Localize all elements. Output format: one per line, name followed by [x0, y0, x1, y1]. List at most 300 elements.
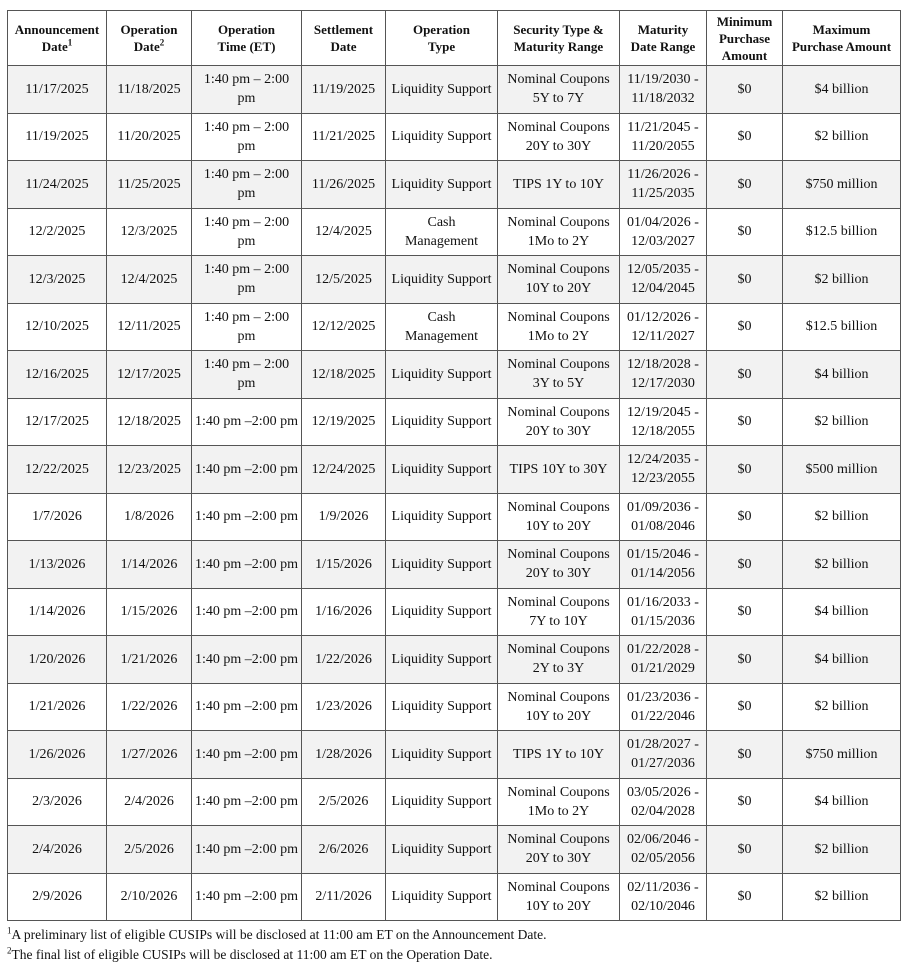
minimum-purchase-amount-cell: $0	[707, 873, 783, 921]
announcement-date-cell: 12/17/2025	[8, 398, 107, 446]
operation-type-cell	[386, 66, 498, 114]
operation-time-cell: 1:40 pm –2:00 pm	[192, 541, 302, 589]
column-header-line: Type	[427, 39, 456, 54]
maturity-date-range-cell-line: 11/18/2032	[631, 91, 695, 107]
operation-time-cell: 1:40 pm –2:00 pm	[192, 398, 302, 446]
maturity-date-range-cell-line: 12/04/2045	[631, 281, 695, 297]
announcement-date-cell: 12/10/2025	[8, 303, 107, 351]
security-type-cell-line: Nominal Coupons	[507, 309, 610, 325]
table-row	[8, 208, 901, 256]
maximum-purchase-amount-cell: $750 million	[783, 731, 901, 779]
operation-type-cell-line: Liquidity Support	[391, 509, 492, 525]
column-header-line: Minimum	[716, 13, 773, 29]
table-row	[8, 256, 901, 304]
maturity-date-range-cell-line: 11/26/2026 -	[627, 167, 699, 183]
security-type-cell-line: 1Mo to 2Y	[527, 803, 590, 819]
operation-time-cell: 1:40 pm –2:00 pm	[192, 493, 302, 541]
minimum-purchase-amount-cell: $0	[707, 541, 783, 589]
security-type-cell	[498, 731, 620, 779]
operation-type-cell-line: Liquidity Support	[391, 841, 492, 857]
security-type-cell-line: Nominal Coupons	[507, 262, 610, 278]
operation-time-cell: 1:40 pm –2:00 pm	[192, 826, 302, 874]
minimum-purchase-amount-cell: $0	[707, 588, 783, 636]
settlement-date-cell: 1/15/2026	[302, 541, 386, 589]
security-type-cell	[498, 446, 620, 494]
settlement-date-cell: 11/21/2025	[302, 113, 386, 161]
table-row	[8, 873, 901, 921]
footnote-marker: 1	[67, 37, 73, 48]
maximum-purchase-amount-cell: $4 billion	[783, 66, 901, 114]
settlement-date-cell: 1/22/2026	[302, 636, 386, 684]
operation-type-cell-line: Liquidity Support	[391, 604, 492, 620]
operation-type-cell	[386, 493, 498, 541]
maturity-date-range-cell-line: 01/09/2036 -	[627, 499, 699, 515]
maximum-purchase-amount-cell: $4 billion	[783, 636, 901, 684]
schedule-table-container	[7, 10, 900, 921]
operation-date-cell: 2/10/2026	[107, 873, 192, 921]
minimum-purchase-amount-cell: $0	[707, 636, 783, 684]
security-type-cell-line: Nominal Coupons	[507, 594, 610, 610]
operation-type-cell-line: Liquidity Support	[391, 176, 492, 192]
maturity-date-range-cell	[620, 351, 707, 399]
maximum-purchase-amount-cell: $750 million	[783, 161, 901, 209]
operation-time-cell: 1:40 pm –2:00 pm	[192, 873, 302, 921]
column-header-settlement-date	[302, 11, 386, 66]
table-row	[8, 778, 901, 826]
security-type-cell-line: TIPS 1Y to 10Y	[513, 176, 604, 192]
maximum-purchase-amount-cell: $12.5 billion	[783, 303, 901, 351]
maturity-date-range-cell-line: 01/16/2033 -	[627, 594, 699, 610]
maturity-date-range-cell	[620, 588, 707, 636]
maximum-purchase-amount-cell: $2 billion	[783, 873, 901, 921]
operation-type-cell	[386, 208, 498, 256]
settlement-date-cell: 11/26/2025	[302, 161, 386, 209]
maturity-date-range-cell-line: 01/04/2026 -	[627, 214, 699, 230]
maturity-date-range-cell	[620, 826, 707, 874]
operation-type-cell-line: Liquidity Support	[391, 651, 492, 667]
announcement-date-cell: 11/19/2025	[8, 113, 107, 161]
announcement-date-cell: 1/21/2026	[8, 683, 107, 731]
security-type-cell-line: Nominal Coupons	[507, 214, 610, 230]
maturity-date-range-cell-line: 01/23/2036 -	[627, 689, 699, 705]
operation-type-cell	[386, 588, 498, 636]
maturity-date-range-cell-line: 01/15/2046 -	[627, 547, 699, 563]
security-type-cell-line: Nominal Coupons	[507, 119, 610, 135]
operation-type-cell	[386, 826, 498, 874]
operation-date-cell: 12/18/2025	[107, 398, 192, 446]
operation-date-cell: 1/8/2026	[107, 493, 192, 541]
announcement-date-cell: 2/4/2026	[8, 826, 107, 874]
maturity-date-range-cell-line: 12/18/2055	[631, 423, 695, 439]
maturity-date-range-cell-line: 01/12/2026 -	[627, 309, 699, 325]
security-type-cell-line: Nominal Coupons	[507, 404, 610, 420]
settlement-date-cell: 11/19/2025	[302, 66, 386, 114]
security-type-cell	[498, 256, 620, 304]
maturity-date-range-cell-line: 11/25/2035	[631, 186, 695, 202]
security-type-cell-line: Nominal Coupons	[507, 832, 610, 848]
announcement-date-cell: 1/14/2026	[8, 588, 107, 636]
minimum-purchase-amount-cell: $0	[707, 493, 783, 541]
operation-type-cell	[386, 683, 498, 731]
settlement-date-cell: 12/4/2025	[302, 208, 386, 256]
table-row	[8, 826, 901, 874]
footnote-marker: 2	[159, 37, 165, 48]
table-row	[8, 351, 901, 399]
security-type-cell-line: 7Y to 10Y	[529, 613, 588, 629]
operation-type-cell	[386, 303, 498, 351]
security-type-cell	[498, 66, 620, 114]
column-header-line: Time (ET)	[217, 39, 276, 54]
maturity-date-range-cell	[620, 778, 707, 826]
maximum-purchase-amount-cell: $2 billion	[783, 398, 901, 446]
security-type-cell-line: TIPS 1Y to 10Y	[513, 746, 604, 762]
column-header-operation-time	[192, 11, 302, 66]
operation-date-cell: 12/11/2025	[107, 303, 192, 351]
maturity-date-range-cell-line: 12/03/2027	[631, 233, 695, 249]
maturity-date-range-cell-line: 03/05/2026 -	[627, 784, 699, 800]
operation-type-cell-line: Cash	[427, 309, 456, 325]
security-type-cell-line: Nominal Coupons	[507, 72, 610, 88]
settlement-date-cell: 12/12/2025	[302, 303, 386, 351]
announcement-date-cell: 12/3/2025	[8, 256, 107, 304]
security-type-cell-line: Nominal Coupons	[507, 879, 610, 895]
settlement-date-cell: 2/11/2026	[302, 873, 386, 921]
minimum-purchase-amount-cell: $0	[707, 256, 783, 304]
security-type-cell-line: 10Y to 20Y	[525, 898, 592, 914]
operation-type-cell	[386, 541, 498, 589]
security-type-cell	[498, 113, 620, 161]
operation-date-cell: 1/14/2026	[107, 541, 192, 589]
security-type-cell-line: 20Y to 30Y	[525, 423, 592, 439]
operation-type-cell	[386, 873, 498, 921]
minimum-purchase-amount-cell: $0	[707, 683, 783, 731]
announcement-date-cell: 11/24/2025	[8, 161, 107, 209]
table-row	[8, 446, 901, 494]
operation-time-cell: 1:40 pm – 2:00 pm	[192, 113, 302, 161]
footnote-1: $^1$A preliminary list of eligible CUSIPs will be disclosed at 11:00 am ET on the Announcement Date.	[7, 925, 547, 942]
operation-type-cell-line: Liquidity Support	[391, 414, 492, 430]
maximum-purchase-amount-cell: $4 billion	[783, 351, 901, 399]
operation-type-cell-line: Liquidity Support	[391, 794, 492, 810]
minimum-purchase-amount-cell: $0	[707, 113, 783, 161]
minimum-purchase-amount-cell: $0	[707, 826, 783, 874]
operation-time-cell: 1:40 pm –2:00 pm	[192, 778, 302, 826]
security-type-cell-line: Nominal Coupons	[507, 689, 610, 705]
column-header-line: Date$^1$	[41, 37, 73, 54]
maturity-date-range-cell-line: 01/22/2028 -	[627, 642, 699, 658]
settlement-date-cell: 1/9/2026	[302, 493, 386, 541]
footnote-2: $^2$The final list of eligible CUSIPs will be disclosed at 11:00 am ET on the Operation Date.	[7, 945, 493, 962]
maturity-date-range-cell-line: 01/28/2027 -	[627, 737, 699, 753]
security-type-cell-line: 5Y to 7Y	[532, 91, 585, 107]
operation-type-cell-line: Liquidity Support	[391, 556, 492, 572]
operation-type-cell-line: Liquidity Support	[391, 461, 492, 477]
settlement-date-cell: 1/23/2026	[302, 683, 386, 731]
maturity-date-range-cell	[620, 493, 707, 541]
maturity-date-range-cell-line: 11/19/2030 -	[627, 72, 699, 88]
column-header-line: Security Type &	[513, 22, 604, 37]
operation-type-cell	[386, 446, 498, 494]
operation-time-cell: 1:40 pm – 2:00 pm	[192, 66, 302, 114]
maturity-date-range-cell	[620, 873, 707, 921]
security-type-cell	[498, 541, 620, 589]
security-type-cell-line: TIPS 10Y to 30Y	[509, 461, 608, 477]
announcement-date-cell: 11/17/2025	[8, 66, 107, 114]
operation-date-cell: 12/23/2025	[107, 446, 192, 494]
operation-type-cell	[386, 256, 498, 304]
column-header-line: Announcement	[14, 22, 100, 37]
announcement-date-cell: 1/20/2026	[8, 636, 107, 684]
security-type-cell-line: 10Y to 20Y	[525, 708, 592, 724]
security-type-cell-line: 1Mo to 2Y	[527, 328, 590, 344]
column-header-line: Operation	[120, 22, 178, 37]
column-header-line: Operation	[412, 22, 471, 37]
operation-type-cell	[386, 161, 498, 209]
maturity-date-range-cell-line: 02/10/2046	[631, 898, 695, 914]
column-header-line: Amount	[721, 47, 768, 63]
maturity-date-range-cell-line: 02/06/2046 -	[627, 832, 699, 848]
operation-time-cell: 1:40 pm –2:00 pm	[192, 731, 302, 779]
minimum-purchase-amount-cell: $0	[707, 351, 783, 399]
security-type-cell-line: Nominal Coupons	[507, 499, 610, 515]
settlement-date-cell: 2/5/2026	[302, 778, 386, 826]
maturity-date-range-cell-line: 12/23/2055	[631, 471, 695, 487]
column-header-line: Purchase	[718, 30, 771, 46]
announcement-date-cell: 12/2/2025	[8, 208, 107, 256]
operation-type-cell	[386, 113, 498, 161]
maximum-purchase-amount-cell: $4 billion	[783, 588, 901, 636]
announcement-date-cell: 12/16/2025	[8, 351, 107, 399]
operation-type-cell	[386, 778, 498, 826]
operation-type-cell	[386, 398, 498, 446]
operation-type-cell-line: Liquidity Support	[391, 129, 492, 145]
operation-date-cell: 12/4/2025	[107, 256, 192, 304]
maturity-date-range-cell-line: 12/24/2035 -	[627, 452, 699, 468]
minimum-purchase-amount-cell: $0	[707, 778, 783, 826]
column-header-line: Maturity	[637, 22, 689, 37]
announcement-date-cell: 1/26/2026	[8, 731, 107, 779]
operation-date-cell: 12/17/2025	[107, 351, 192, 399]
settlement-date-cell: 1/28/2026	[302, 731, 386, 779]
minimum-purchase-amount-cell: $0	[707, 303, 783, 351]
operation-time-cell: 1:40 pm –2:00 pm	[192, 446, 302, 494]
maturity-date-range-cell-line: 01/08/2046	[631, 518, 695, 534]
maturity-date-range-cell	[620, 683, 707, 731]
minimum-purchase-amount-cell: $0	[707, 446, 783, 494]
column-header-announcement-date	[8, 11, 107, 66]
column-header-operation-type	[386, 11, 498, 66]
operation-type-cell-line: Liquidity Support	[391, 699, 492, 715]
operation-type-cell-line: Management	[404, 328, 479, 344]
table-header-row	[8, 11, 901, 66]
footnotes	[7, 925, 907, 965]
maturity-date-range-cell-line: 01/27/2036	[631, 756, 695, 772]
maturity-date-range-cell-line: 12/05/2035 -	[627, 262, 699, 278]
security-type-cell-line: 3Y to 5Y	[532, 376, 585, 392]
security-type-cell	[498, 778, 620, 826]
operation-time-cell: 1:40 pm –2:00 pm	[192, 636, 302, 684]
maximum-purchase-amount-cell: $2 billion	[783, 493, 901, 541]
maturity-date-range-cell	[620, 256, 707, 304]
column-header-operation-date	[107, 11, 192, 66]
maturity-date-range-cell-line: 11/21/2045 -	[627, 119, 699, 135]
operation-type-cell-line: Liquidity Support	[391, 271, 492, 287]
security-type-cell-line: Nominal Coupons	[507, 784, 610, 800]
settlement-date-cell: 12/5/2025	[302, 256, 386, 304]
maximum-purchase-amount-cell: $2 billion	[783, 826, 901, 874]
operation-type-cell-line: Liquidity Support	[391, 366, 492, 382]
announcement-date-cell: 2/3/2026	[8, 778, 107, 826]
column-header-line: Settlement	[313, 22, 374, 37]
security-type-cell-line: 10Y to 20Y	[525, 518, 592, 534]
announcement-date-cell: 12/22/2025	[8, 446, 107, 494]
column-header-maturity-date-range	[620, 11, 707, 66]
minimum-purchase-amount-cell: $0	[707, 731, 783, 779]
operation-time-cell: 1:40 pm –2:00 pm	[192, 588, 302, 636]
maturity-date-range-cell-line: 12/18/2028 -	[627, 357, 699, 373]
settlement-date-cell: 12/19/2025	[302, 398, 386, 446]
operation-time-cell: 1:40 pm – 2:00 pm	[192, 303, 302, 351]
security-type-cell-line: 2Y to 3Y	[532, 661, 585, 677]
security-type-cell	[498, 826, 620, 874]
security-type-cell-line: 1Mo to 2Y	[527, 233, 590, 249]
maximum-purchase-amount-cell: $12.5 billion	[783, 208, 901, 256]
maturity-date-range-cell	[620, 446, 707, 494]
table-row	[8, 493, 901, 541]
operation-date-cell: 12/3/2025	[107, 208, 192, 256]
maturity-date-range-cell-line: 11/20/2055	[631, 138, 695, 154]
operation-time-cell: 1:40 pm – 2:00 pm	[192, 256, 302, 304]
column-header-line: Maturity Range	[513, 39, 604, 54]
maximum-purchase-amount-cell: $2 billion	[783, 256, 901, 304]
column-header-line: Maximum	[812, 22, 871, 37]
security-type-cell	[498, 588, 620, 636]
maturity-date-range-cell-line: 02/04/2028	[631, 803, 695, 819]
table-row	[8, 161, 901, 209]
column-header-maximum-purchase-amount	[783, 11, 901, 66]
maturity-date-range-cell-line: 02/05/2056	[631, 851, 695, 867]
maturity-date-range-cell-line: 12/17/2030	[631, 376, 695, 392]
maturity-date-range-cell-line: 01/22/2046	[631, 708, 695, 724]
security-type-cell-line: 20Y to 30Y	[525, 566, 592, 582]
minimum-purchase-amount-cell: $0	[707, 66, 783, 114]
table-row	[8, 398, 901, 446]
operation-type-cell-line: Liquidity Support	[391, 81, 492, 97]
security-type-cell	[498, 351, 620, 399]
column-header-line: Date$^2$	[133, 37, 165, 54]
operation-type-cell	[386, 351, 498, 399]
security-type-cell	[498, 161, 620, 209]
table-row	[8, 683, 901, 731]
table-row	[8, 303, 901, 351]
maximum-purchase-amount-cell: $4 billion	[783, 778, 901, 826]
table-row	[8, 588, 901, 636]
security-type-cell	[498, 303, 620, 351]
table-row	[8, 636, 901, 684]
security-type-cell-line: Nominal Coupons	[507, 642, 610, 658]
security-type-cell-line: 10Y to 20Y	[525, 281, 592, 297]
operation-time-cell: 1:40 pm – 2:00 pm	[192, 351, 302, 399]
maturity-date-range-cell	[620, 113, 707, 161]
maturity-date-range-cell-line: 02/11/2036 -	[627, 879, 699, 895]
operation-date-cell: 1/27/2026	[107, 731, 192, 779]
column-header-line: Date Range	[630, 39, 696, 54]
table-row	[8, 541, 901, 589]
settlement-date-cell: 12/18/2025	[302, 351, 386, 399]
settlement-date-cell: 12/24/2025	[302, 446, 386, 494]
column-header-line: Purchase Amount	[791, 39, 892, 54]
purchase-schedule-table	[7, 10, 901, 921]
operation-type-cell-line: Liquidity Support	[391, 889, 492, 905]
column-header-security-type	[498, 11, 620, 66]
maturity-date-range-cell	[620, 636, 707, 684]
maturity-date-range-cell-line: 01/15/2036	[631, 613, 695, 629]
operation-time-cell: 1:40 pm – 2:00 pm	[192, 208, 302, 256]
maturity-date-range-cell	[620, 208, 707, 256]
security-type-cell	[498, 493, 620, 541]
column-header-line: Date	[330, 39, 357, 54]
operation-date-cell: 11/20/2025	[107, 113, 192, 161]
operation-date-cell: 11/25/2025	[107, 161, 192, 209]
settlement-date-cell: 2/6/2026	[302, 826, 386, 874]
column-header-line: Operation	[217, 22, 276, 37]
maximum-purchase-amount-cell: $500 million	[783, 446, 901, 494]
security-type-cell-line: 20Y to 30Y	[525, 851, 592, 867]
security-type-cell	[498, 683, 620, 731]
operation-type-cell	[386, 731, 498, 779]
maturity-date-range-cell	[620, 66, 707, 114]
operation-date-cell: 2/4/2026	[107, 778, 192, 826]
maturity-date-range-cell-line: 01/14/2056	[631, 566, 695, 582]
maturity-date-range-cell-line: 12/19/2045 -	[627, 404, 699, 420]
maturity-date-range-cell-line: 01/21/2029	[631, 661, 695, 677]
table-row	[8, 66, 901, 114]
minimum-purchase-amount-cell: $0	[707, 161, 783, 209]
announcement-date-cell: 1/7/2026	[8, 493, 107, 541]
security-type-cell	[498, 873, 620, 921]
security-type-cell	[498, 208, 620, 256]
maturity-date-range-cell	[620, 303, 707, 351]
operation-type-cell-line: Liquidity Support	[391, 746, 492, 762]
security-type-cell-line: Nominal Coupons	[507, 547, 610, 563]
column-header-minimum-purchase-amount	[707, 11, 783, 66]
minimum-purchase-amount-cell: $0	[707, 398, 783, 446]
maximum-purchase-amount-cell: $2 billion	[783, 113, 901, 161]
maturity-date-range-cell	[620, 731, 707, 779]
operation-type-cell	[386, 636, 498, 684]
table-row	[8, 731, 901, 779]
maturity-date-range-cell	[620, 541, 707, 589]
security-type-cell	[498, 636, 620, 684]
table-body	[8, 66, 901, 921]
operation-date-cell: 1/15/2026	[107, 588, 192, 636]
operation-type-cell-line: Cash	[427, 214, 456, 230]
operation-time-cell: 1:40 pm –2:00 pm	[192, 683, 302, 731]
maximum-purchase-amount-cell: $2 billion	[783, 541, 901, 589]
security-type-cell-line: Nominal Coupons	[507, 357, 610, 373]
operation-time-cell: 1:40 pm – 2:00 pm	[192, 161, 302, 209]
settlement-date-cell: 1/16/2026	[302, 588, 386, 636]
announcement-date-cell: 2/9/2026	[8, 873, 107, 921]
maturity-date-range-cell	[620, 398, 707, 446]
maturity-date-range-cell	[620, 161, 707, 209]
announcement-date-cell: 1/13/2026	[8, 541, 107, 589]
security-type-cell-line: 20Y to 30Y	[525, 138, 592, 154]
operation-date-cell: 2/5/2026	[107, 826, 192, 874]
operation-date-cell: 11/18/2025	[107, 66, 192, 114]
minimum-purchase-amount-cell: $0	[707, 208, 783, 256]
security-type-cell	[498, 398, 620, 446]
